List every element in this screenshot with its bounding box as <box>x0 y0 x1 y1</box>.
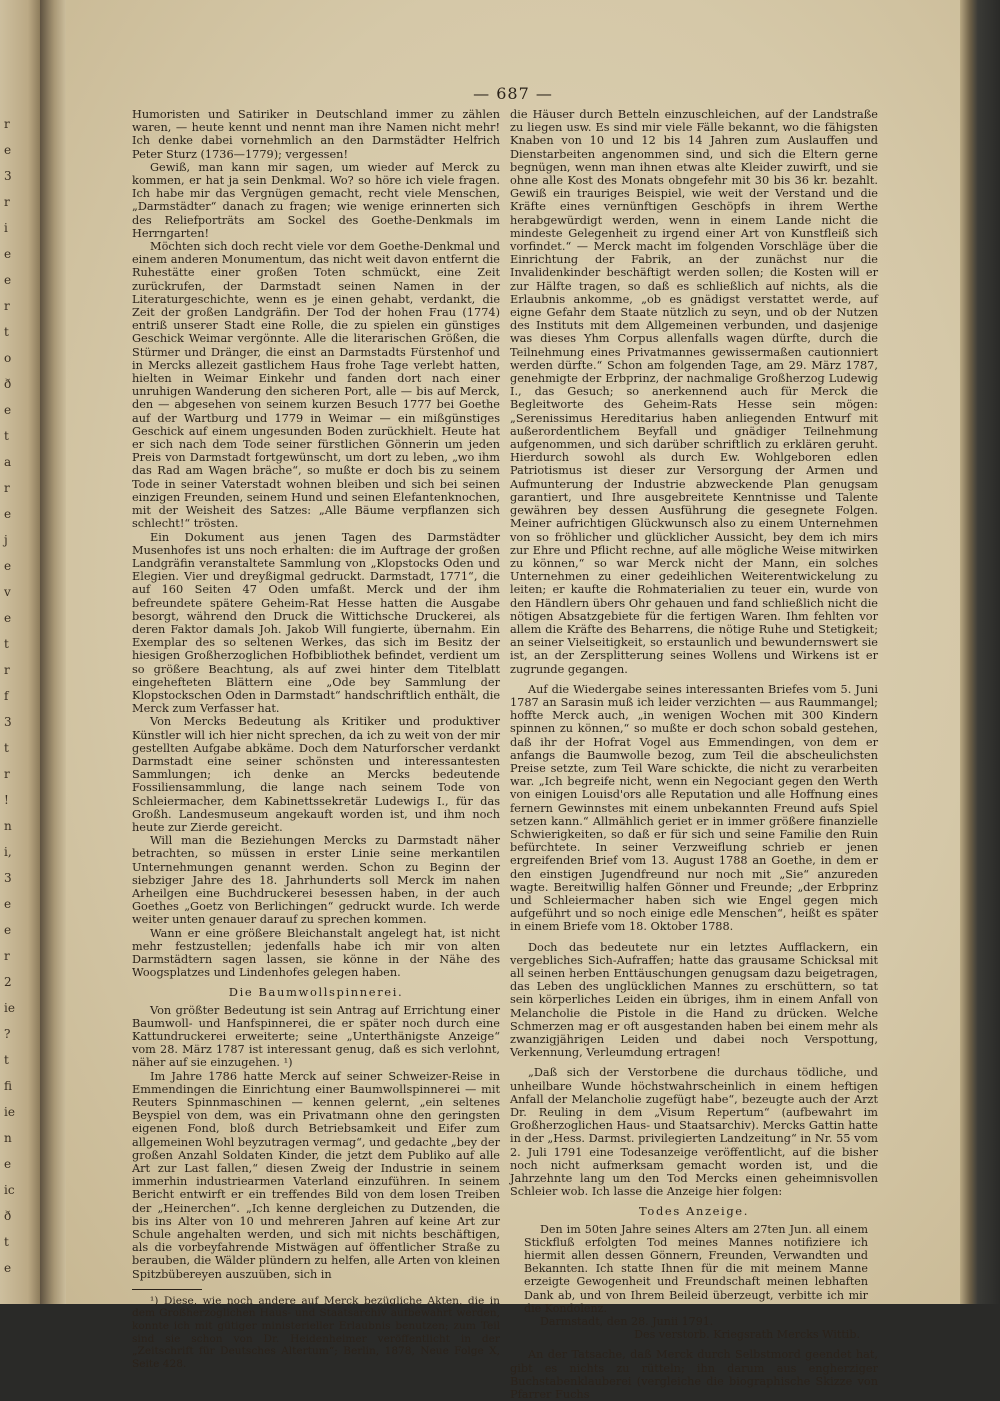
facing-page-glyph: v <box>4 585 11 599</box>
facing-page-glyph: f <box>4 689 9 703</box>
notice-heading: Todes Anzeige. <box>639 1204 749 1219</box>
facing-page-glyph: t <box>4 741 9 755</box>
paragraph: Gewiß, man kann mir sagen, um wieder auf Merck zu kommen, er hat ja sein Denkmal. Wo? so höre ich viele fragen. Ich habe mir das Vergnügen gemacht, recht viele Menschen, „Darmstädter“ danach zu fragen; wie wenige erinnerten sich des Reliefporträts am Sockel des Goethe-Denkmals im Herrngarten! <box>132 160 500 240</box>
facing-page-glyph: r <box>4 195 10 209</box>
facing-page-glyph: e <box>4 143 12 157</box>
facing-page-glyph: e <box>4 1157 12 1171</box>
notice-signature: Des verstorb. Kriegsrath Mercks Wittib. <box>634 1328 860 1342</box>
facing-page-glyph: 3 <box>4 169 12 183</box>
facing-page-glyph: j <box>4 533 8 547</box>
text-column-left <box>132 108 500 1370</box>
paragraph: Von Mercks Bedeutung als Kritiker und produktiver Künstler will ich hier nicht sprechen, da ich zu weit von der mir gestellten Aufgabe abkäme. Doch dem Naturforscher verdankt Darmstadt eine seiner schönsten und interessantesten Sammlungen; ich denke an Mercks bedeutende Fossiliensammlung, die lange nach seinem Tode von Schleiermacher, dem Kabinettssekretär Ludewigs I., für das Großh. Landesmuseum angekauft worden ist, und ihm noch heute zur Zierde gereicht. <box>132 715 500 834</box>
facing-page-glyph: e <box>4 507 12 521</box>
facing-page-glyph: r <box>4 481 10 495</box>
paragraph: Auf die Wiedergabe seines interessanten Briefes vom 5. Juni 1787 an Sarasin muß ich leider verzichten — aus Raummangel; hoffte Merck auch, „in wenigen Wochen mit 300 Kindern spinnen zu können,“ so mußte er doch schon sobald gestehen, daß ihr der Hofrat Vogel aus Emmendingen, von dem er anfangs die Baumwolle bezog, zum Teil die abscheulichsten Preise setzte, zum Teil Ware schickte, die nicht zu verarbeiten war. „Ich begreife nicht, wenn ein Negociant gegen den Werth von einigen Louisd'ors alle Reputation und alle Hoffnung eines fernern Gewinnstes mit einem unbekannten Freund aufs Spiel setzen kann.“ Allmählich geriet er in immer größere finanzielle Schwierigkeiten, so daß er für sich und seine Familie den Ruin befürchtete. In seiner Verzweiflung schrieb er jenen ergreifenden Brief vom 13. August 1788 an Goethe, in dem er den einstigen Jugendfreund nur noch mit „Sie“ anzureden wagte. Bereitwillig halfen Gönner und Freunde; „der Erbprinz und Schleiermacher haben sich wie Engel gegen mich aufgeführt und so noch einige edle Menschen“, heißt es später in einem Briefe vom 18. Oktober 1788. <box>510 682 878 934</box>
facing-page-glyph: r <box>4 663 10 677</box>
facing-page-glyph: i, <box>4 845 12 859</box>
facing-page-glyph: o <box>4 351 12 365</box>
footnote-rule <box>132 1289 202 1290</box>
paragraph: Im Jahre 1786 hatte Merck auf seiner Schweizer-Reise in Emmendingen die Einrichtung einer Baumwollspinnerei — mit Reuters Spinnmaschinen — kennen gelernt, „ein seltenes Beyspiel von dem, was ein Privatmann ohne den geringsten eigenen Fond, bloß durch Betriebsamkeit und Eifer zum allgemeinen Wohl beyzutragen vermag“, und gedachte „bey der großen Anzahl Soldaten Kinder, die jetzt dem Publiko auf alle Art zur Last fallen,“ diesen Zweig der Industrie in seinem immerhin industriearmen Vaterland einzuführen. In seinem Bericht entwirft er ein treffendes Bild von dem losen Treiben der „Heinerchen“. „Ich kenne dergleichen zu Dutzenden, die bis ins Alter von 10 und mehreren Jahren auf keine Art zur Schule angehalten werden, und sich mit nichts beschäftigen, als die vorbeyfahrende Mistwägen auf öffentlicher Straße zu berauben, die Wälder plündern zu helfen, alle Arten von kleinen Spitzbübereyen auszuüben, sich in <box>132 1069 500 1281</box>
facing-page-glyph: r <box>4 117 10 131</box>
notice-date: Darmstadt, den 28. Junii 1791. <box>540 1315 714 1329</box>
facing-page-glyph: ð <box>4 1209 12 1223</box>
paragraph: Ein Dokument aus jenen Tagen des Darmstädter Musenhofes ist uns noch erhalten: die im Auftrage der großen Landgräfin veranstaltete Sammlung von „Klopstocks Oden und Elegien. Vier und dreyßigmal gedruckt. Darmstadt, 1771“, die auf 160 Seiten 47 Oden umfaßt. Merck und der ihm befreundete spätere Geheim-Rat Hesse hatten die Ausgabe besorgt, während den Druck die Wittichsche Druckerei, als deren Faktor damals Joh. Jakob Will fungierte, übernahm. Ein Exemplar des so seltenen Werkes, das sich im Besitz der hiesigen Großherzoglichen Hofbibliothek befindet, verdient um so größere Beachtung, als auf zwei hinter dem Titelblatt eingehefteten Blättern eine „Ode bey Sammlung der Klopstockschen Oden in Darmstadt“ handschriftlich enthält, die Merck zum Verfasser hat. <box>132 530 500 716</box>
facing-page-glyph: t <box>4 637 9 651</box>
facing-page-glyph: r <box>4 949 10 963</box>
paragraph: die Häuser durch Betteln einzuschleichen, auf der Landstraße zu liegen usw. Es sind mir viele Fälle bekannt, wo die fähigsten Knaben von 10 und 12 bis 14 Jahren zum Auslauffen und Dienstarbeiten angenommen sind, und sich die Eltern gerne begnügen, wenn man ihnen etwas alte Kleider zuwirft, und sie ohne alle Kost des Monats obngefehr mit 30 bis 36 kr. bezahlt. Gewiß ein trauriges Beispiel, wie weit der Verstand und die Kräfte eines vernünftigen Geschöpfs in ihrem Werthe herabgewürdigt werden, wenn in einem Lande nicht die mindeste Gelegenheit zu irgend einer Art von Kunstfleiß sich vorfindet.“ — Merck macht im folgenden Vorschläge über die Einrichtung der Fabrik, an der zunächst nur die Invalidenkinder beschäftigt werden sollen; die Kosten will er zur Hälfte tragen, so daß es schließlich auf nichts, als die Erlaubnis ankomme, „ob es gnädigst verstattet werde, auf eigne Gefahr dem Staate nützlich zu seyn, und ob der Nutzen des Instituts mit dem Allgemeinen verbunden, und dasjenige was dieses Yhm Corpus allenfalls wagen dürfte, durch die Teilnehmung eines Privatmannes gewissermaßen cautionniert werden dürfte.“ Schon am folgenden Tage, am 29. März 1787, genehmigte der Erbprinz, der nachmalige Großherzog Ludewig I., das Gesuch; so anerkennend auch für Merck die Begleitworte des Geheim-Rats Hesse sein mögen: „Serenissimus Hereditarius haben anliegenden Entwurf mit außerordentlichem Beyfall und gnädiger Teilnehmung aufgenommen, und sich darüber schriftlich zu erklären geruht. Hierdurch sowohl als durch Ew. Wohlgeboren edlen Patriotismus ist dieser zur Versorgung der Armen und Aufmunterung der Industrie abzweckende Plan genugsam garantiert, und Ihre ausgebreitete Kenntnisse und Talente gewähren bey dessen Ausführung die gesegnete Folgen. Meiner aufrichtigen Glückwunsch also zu einem Unternehmen von so fröhlicher und glücklicher Aussicht, bey dem ich mirs zur Ehre und Pflicht rechne, auf alle mögliche Weise mitwirken zu können,“ so war Merck nicht der Mann, ein solches Unternehmen zu einer gedeihlichen Weiterentwickelung zu leiten; er kaufte die Rohmaterialien zu teuer ein, wurde von den Händlern übers Ohr gehauen und fand schließlich nicht die nötigen Absatzgebiete für die fertigen Waren. Ihm fehlten vor allem die Kräfte des Beharrens, die nötige Ruhe und Stetigkeit; an seiner Vielseitigkeit, so erstaunlich und bewundernswert sie ist, an der Zersplitterung seines Wollens und Wirkens ist er zugrunde gegangen. <box>510 108 878 676</box>
paragraph: An der Tatsache, daß Merck durch Selbstmord geendet hat, gibt es nichts zu rütteln; ihn darum aus engherziger Buchstabenklauberei (vergleiche die biographische Skizze von Pfarrer Fuchs <box>510 1348 878 1401</box>
facing-page-glyph: n <box>4 1131 12 1145</box>
facing-page-glyph: i <box>4 221 8 235</box>
facing-page-glyph: 3 <box>4 871 12 885</box>
facing-page-glyph: ! <box>4 793 9 807</box>
facing-page-glyph: e <box>4 403 12 417</box>
facing-page-glyph: r <box>4 767 10 781</box>
facing-page-glyph: ic <box>4 1183 15 1197</box>
facing-page-glyph: e <box>4 1261 12 1275</box>
text-column-right <box>510 108 878 1401</box>
paragraph: Wann er eine größere Bleichanstalt angelegt hat, ist nicht mehr festzustellen; jedenfalls habe ich mir von alten Darmstädtern sagen lassen, sie könne in der Nähe des Woogsplatzes und Lindenhofes gelegen haben. <box>132 926 500 980</box>
facing-page-glyph: e <box>4 247 12 261</box>
facing-page-glyph: t <box>4 1235 9 1249</box>
paragraph: Möchten sich doch recht viele vor dem Goethe-Denkmal und einem anderen Monumentum, das nicht weit davon entfernt die Ruhestätte einer großen Toten schmückt, eine Zeit zurückrufen, der Darmstadt seinen Namen in der Literaturgeschichte, wenn es je einen gehabt, verdankt, die Zeit der großen Landgräfin. Der Tod der hohen Frau (1774) entriß unserer Stadt eine Rolle, die zu spielen ein günstiges Geschick Weimar vergönnte. Alle die literarischen Größen, die Stürmer und Dränger, die einst an Darmstadts Fürstenhof und in Mercks allezeit gastlichem Haus frohe Tage verlebt hatten, hielten in Weimar Einkehr und fanden dort nach einer unruhigen Wanderung den sicheren Port, alle — bis auf Merck, den — abgesehen von seinem kurzen Besuch 1777 bei Goethe auf der Wartburg und 1779 in Weimar — ein mißgünstiges Geschick auf einem ungesunden Boden zurückhielt. Heute hat er sich nach dem Tode seiner fürstlichen Gönnerin um jeden Preis von Darmstadt fortgewünscht, um dort zu leben, „wo ihm das Rad am Wagen bräche“, so mußte er doch bis zu seinem Tode in seiner Vaterstadt wohnen bleiben und sich bei seinen einzigen Freunden, seinem Hund und seinen Elefantenknochen, mit der Weisheit des Satzes: „Alle Bäume verpflanzen sich schlecht!“ trösten. <box>132 240 500 531</box>
facing-page-glyph: 2 <box>4 975 12 989</box>
facing-page-glyph: e <box>4 923 12 937</box>
paragraph: Humoristen und Satiriker in Deutschland immer zu zählen waren, — heute kennt und nennt man ihre Namen nicht mehr! Ich denke dabei vornehmlich an den Darmstädter Helfrich Peter Sturz (1736—1779); vergessen! <box>132 108 500 161</box>
book-page <box>66 0 960 1401</box>
paragraph: Von größter Bedeutung ist sein Antrag auf Errichtung einer Baumwoll- und Hanfspinnerei, die er später noch durch eine Kattundruckerei erweiterte; seine „Unterthänigste Anzeige“ vom 28. März 1787 ist interessant genug, daß es sich verlohnt, näher auf sie einzugehen. ¹) <box>132 1003 500 1070</box>
book-gutter <box>40 0 66 1304</box>
paragraph: Will man die Beziehungen Mercks zu Darmstadt näher betrachten, so müssen in erster Linie seine merkantilen Unternehmungen genannt werden. Schon zu Beginn der siebziger Jahre des 18. Jahrhunderts soll Merck im nahen Arheilgen eine Buchdruckerei besessen haben, in der auch Goethes „Goetz von Berlichingen“ gedruckt wurde. Ich werde weiter unten genauer darauf zu sprechen kommen. <box>132 834 500 927</box>
facing-page-glyph: e <box>4 611 12 625</box>
facing-page-glyph: e <box>4 273 12 287</box>
notice-text: Den im 50ten Jahre seines Alters am 27ten Jun. all einem Stickfluß erfolgten Tod meines Mannes notifiziere ich hiermit allen dessen Gönnern, Freunden, Verwandten und Bekannten. Ich statte Ihnen für die mit meinem Manne erzeigte Gewogenheit und Freundschaft meinen lebhaften Dank ab, und von Ihrem Beileid überzeugt, verbitte ich mir die Kondolenz. <box>524 1222 868 1315</box>
paragraph: Doch das bedeutete nur ein letztes Aufflackern, ein vergebliches Sich-Aufraffen; hatte das grausame Schicksal mit all seinen herben Enttäuschungen genugsam dazu beigetragen, das Leben des unglücklichen Mannes zu erschüttern, so tat sein körperliches Leiden ein übriges, ihm in einem Anfall von Melancholie die Pistole in die Hand zu drücken. Welche Schmerzen mag er oft ausgestanden haben bei einem mehr als zwanzigjährigen Leiden und dabei noch Verspottung, Verkennung, Verleumdung ertragen! <box>510 940 878 1060</box>
footnote: ¹) Diese, wie noch andere auf Merck bezügliche Akten, die in dem Großherzoglichen Haus- und Staatsarchiv aufbewahrt werden, konnte ich mit gütiger ministerieller Erlaubnis benutzen; zum Teil sind sie schon von Dr. Heidenheimer veröffentlicht in der „Zeitschrift für Deutsches Altertum“; Berlin, 1878, Neue Folge X, Seite 428. <box>132 1294 500 1370</box>
facing-page-glyph: t <box>4 325 9 339</box>
facing-page-glyph: 3 <box>4 715 12 729</box>
facing-page-glyph: e <box>4 897 12 911</box>
facing-page-glyph: fi <box>4 1079 13 1093</box>
facing-page-glyph: ? <box>4 1027 11 1041</box>
paragraph: „Daß sich der Verstorbene die durchaus tödliche, und unheilbare Wunde höchstwahrscheinlich in einem heftigen Anfall der Melancholie zugefügt habe“, bezeugte auch der Arzt Dr. Reuling in dem „Visum Repertum“ (aufbewahrt im Großherzoglichen Haus- und Staatsarchiv). Mercks Gattin hatte in der „Hess. Darmst. privilegierten Landzeitung“ in Nr. 55 vom 2. Juli 1791 eine Todesanzeige veröffentlicht, auf die bisher noch nicht aufmerksam gemacht worden ist, und die Jahrzehnte lang um den Tod Mercks einen geheimnisvollen Schleier wob. Ich lasse die Anzeige hier folgen: <box>510 1066 878 1199</box>
facing-page-glyph: ie <box>4 1001 15 1015</box>
book-cover-edge <box>960 0 1000 1304</box>
facing-page-glyph: a <box>4 455 12 469</box>
facing-page-glyph: t <box>4 1053 9 1067</box>
section-heading: Die Baumwollspinnerei. <box>228 985 404 1000</box>
facing-page-glyph: ð <box>4 377 12 391</box>
facing-page-glyph: r <box>4 299 10 313</box>
facing-page-glyph: e <box>4 559 12 573</box>
facing-page-glyph: ie <box>4 1105 15 1119</box>
death-notice <box>524 1223 868 1342</box>
facing-page-glyph: t <box>4 429 9 443</box>
page-number: — 687 — <box>473 84 553 103</box>
facing-page-edge <box>0 0 40 1304</box>
facing-page-glyph: n <box>4 819 12 833</box>
